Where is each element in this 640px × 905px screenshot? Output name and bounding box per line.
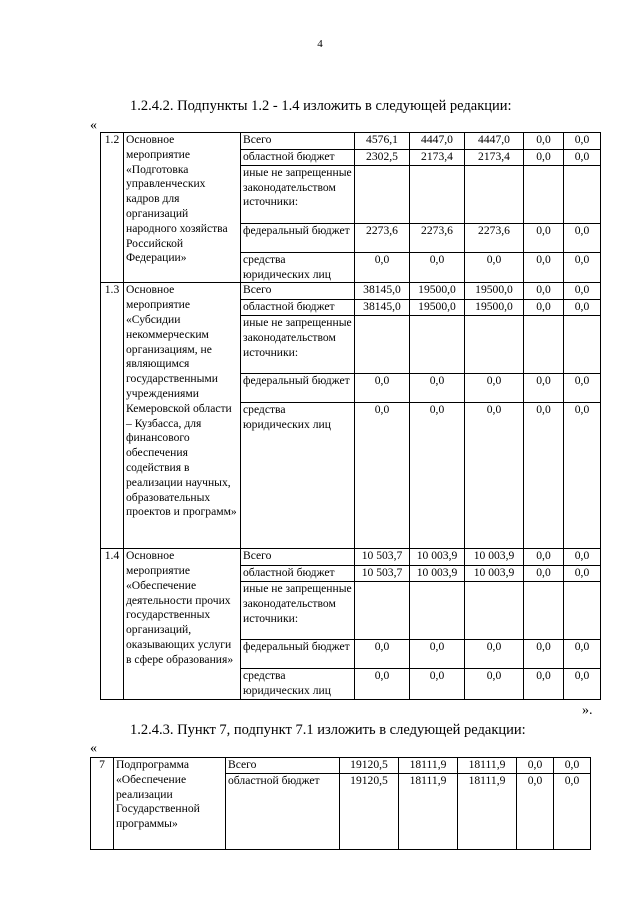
amount-cell [564,165,601,223]
amount-cell: 10 003,9 [410,549,465,566]
amount-cell [465,165,524,223]
amount-cell: 18111,9 [399,758,458,774]
amount-cell [355,165,410,223]
amount-cell: 10 003,9 [465,566,524,582]
amount-cell: 18111,9 [458,758,517,774]
funding-source: Всего [241,133,355,150]
amount-cell: 4576,1 [355,133,410,150]
amount-cell [355,581,410,639]
funding-source: иные не запрещенные законодательством источники: [241,316,355,374]
amount-cell [524,581,564,639]
table-row [101,133,601,150]
amount-cell: 0,0 [524,549,564,566]
funding-source: областной бюджет [241,150,355,166]
amount-cell: 0,0 [524,403,564,549]
amount-cell: 0,0 [564,133,601,150]
amount-cell: 0,0 [524,223,564,252]
amount-cell [410,165,465,223]
amount-cell: 0,0 [355,403,410,549]
amount-cell: 19120,5 [340,758,399,774]
amount-cell: 0,0 [355,668,410,699]
opening-quote-2: « [90,741,97,756]
amount-cell: 10 503,7 [355,566,410,582]
amount-cell: 0,0 [524,566,564,582]
amount-cell: 0,0 [564,150,601,166]
measure-name: Основное мероприятие «Субсидии некоммерческим организациям, не являющимся государственными учреждениями Кемеровской области – Кузбасса, для финансового обеспечения содействия в реализации научных, образовательных проектов и программ» [124,283,241,549]
funding-source: федеральный бюджет [241,374,355,403]
item-number: 1.4 [101,549,124,699]
amount-cell: 0,0 [554,773,591,849]
amount-cell: 10 003,9 [465,549,524,566]
funding-source: Всего [241,549,355,566]
amount-cell: 19500,0 [465,283,524,300]
amount-cell: 0,0 [410,668,465,699]
measure-name: Основное мероприятие «Подготовка управленческих кадров для организаций народного хозяйства Российской Федерации» [124,133,241,283]
measure-name: Подпрограмма «Обеспечение реализации Государственной программы» [114,758,226,850]
amount-cell: 10 503,7 [355,549,410,566]
budget-table-1 [100,132,601,700]
amount-cell: 0,0 [564,639,601,668]
amount-cell: 0,0 [410,403,465,549]
funding-source: областной бюджет [226,773,340,849]
amount-cell [564,581,601,639]
amount-cell: 0,0 [465,639,524,668]
amount-cell: 0,0 [524,283,564,300]
funding-source: иные не запрещенные законодательством источники: [241,165,355,223]
item-number: 1.3 [101,283,124,549]
amount-cell: 0,0 [410,374,465,403]
table-row [91,758,591,774]
amount-cell: 0,0 [355,374,410,403]
funding-source: иные не запрещенные законодательством источники: [241,581,355,639]
amount-cell: 0,0 [564,283,601,300]
amount-cell: 0,0 [564,566,601,582]
amount-cell: 0,0 [524,133,564,150]
amount-cell: 0,0 [524,374,564,403]
amount-cell: 0,0 [564,223,601,252]
amount-cell: 19500,0 [465,300,524,316]
heading-subitems-1-2-1-4: 1.2.4.2. Подпункты 1.2 - 1.4 изложить в следующей редакции: [130,98,512,114]
amount-cell: 19500,0 [410,300,465,316]
amount-cell: 19500,0 [410,283,465,300]
amount-cell: 0,0 [410,639,465,668]
funding-source: средства юридических лиц [241,668,355,699]
amount-cell: 0,0 [355,252,410,283]
funding-source: Всего [226,758,340,774]
amount-cell: 0,0 [524,252,564,283]
amount-cell: 0,0 [517,758,554,774]
amount-cell [465,581,524,639]
item-number: 7 [91,758,114,850]
amount-cell: 0,0 [564,374,601,403]
amount-cell [410,581,465,639]
funding-source: Всего [241,283,355,300]
amount-cell: 18111,9 [458,773,517,849]
amount-cell: 0,0 [465,403,524,549]
amount-cell: 2273,6 [410,223,465,252]
opening-quote-1: « [90,118,97,133]
amount-cell: 0,0 [410,252,465,283]
table-row [101,283,601,300]
amount-cell: 0,0 [564,300,601,316]
amount-cell: 4447,0 [465,133,524,150]
funding-source: областной бюджет [241,566,355,582]
page-number: 4 [317,38,323,50]
amount-cell [410,316,465,374]
amount-cell: 2173,4 [465,150,524,166]
funding-source: средства юридических лиц [241,252,355,283]
amount-cell: 2173,4 [410,150,465,166]
amount-cell: 0,0 [564,403,601,549]
amount-cell: 0,0 [554,758,591,774]
amount-cell: 18111,9 [399,773,458,849]
amount-cell: 2273,6 [355,223,410,252]
funding-source: средства юридических лиц [241,403,355,549]
amount-cell: 0,0 [524,639,564,668]
amount-cell [355,316,410,374]
amount-cell: 2302,5 [355,150,410,166]
amount-cell: 0,0 [524,300,564,316]
amount-cell [465,316,524,374]
table-row [101,549,601,566]
amount-cell: 19120,5 [340,773,399,849]
funding-source: областной бюджет [241,300,355,316]
budget-table-2 [90,757,591,850]
amount-cell: 0,0 [564,252,601,283]
amount-cell: 0,0 [564,668,601,699]
amount-cell: 0,0 [465,374,524,403]
amount-cell: 0,0 [524,668,564,699]
amount-cell: 0,0 [355,639,410,668]
amount-cell: 10 003,9 [410,566,465,582]
funding-source: федеральный бюджет [241,639,355,668]
amount-cell: 0,0 [524,150,564,166]
amount-cell: 0,0 [517,773,554,849]
funding-source: федеральный бюджет [241,223,355,252]
amount-cell [564,316,601,374]
amount-cell: 4447,0 [410,133,465,150]
amount-cell: 38145,0 [355,300,410,316]
closing-quote-1: ». [582,703,593,718]
item-number: 1.2 [101,133,124,283]
amount-cell: 38145,0 [355,283,410,300]
amount-cell: 0,0 [465,252,524,283]
amount-cell: 2273,6 [465,223,524,252]
heading-item-7: 1.2.4.3. Пункт 7, подпункт 7.1 изложить в следующей редакции: [130,722,526,738]
amount-cell [524,165,564,223]
measure-name: Основное мероприятие «Обеспечение деятельности прочих государственных организаций, оказывающих услуги в сфере образования» [124,549,241,699]
amount-cell: 0,0 [465,668,524,699]
amount-cell [524,316,564,374]
amount-cell: 0,0 [564,549,601,566]
